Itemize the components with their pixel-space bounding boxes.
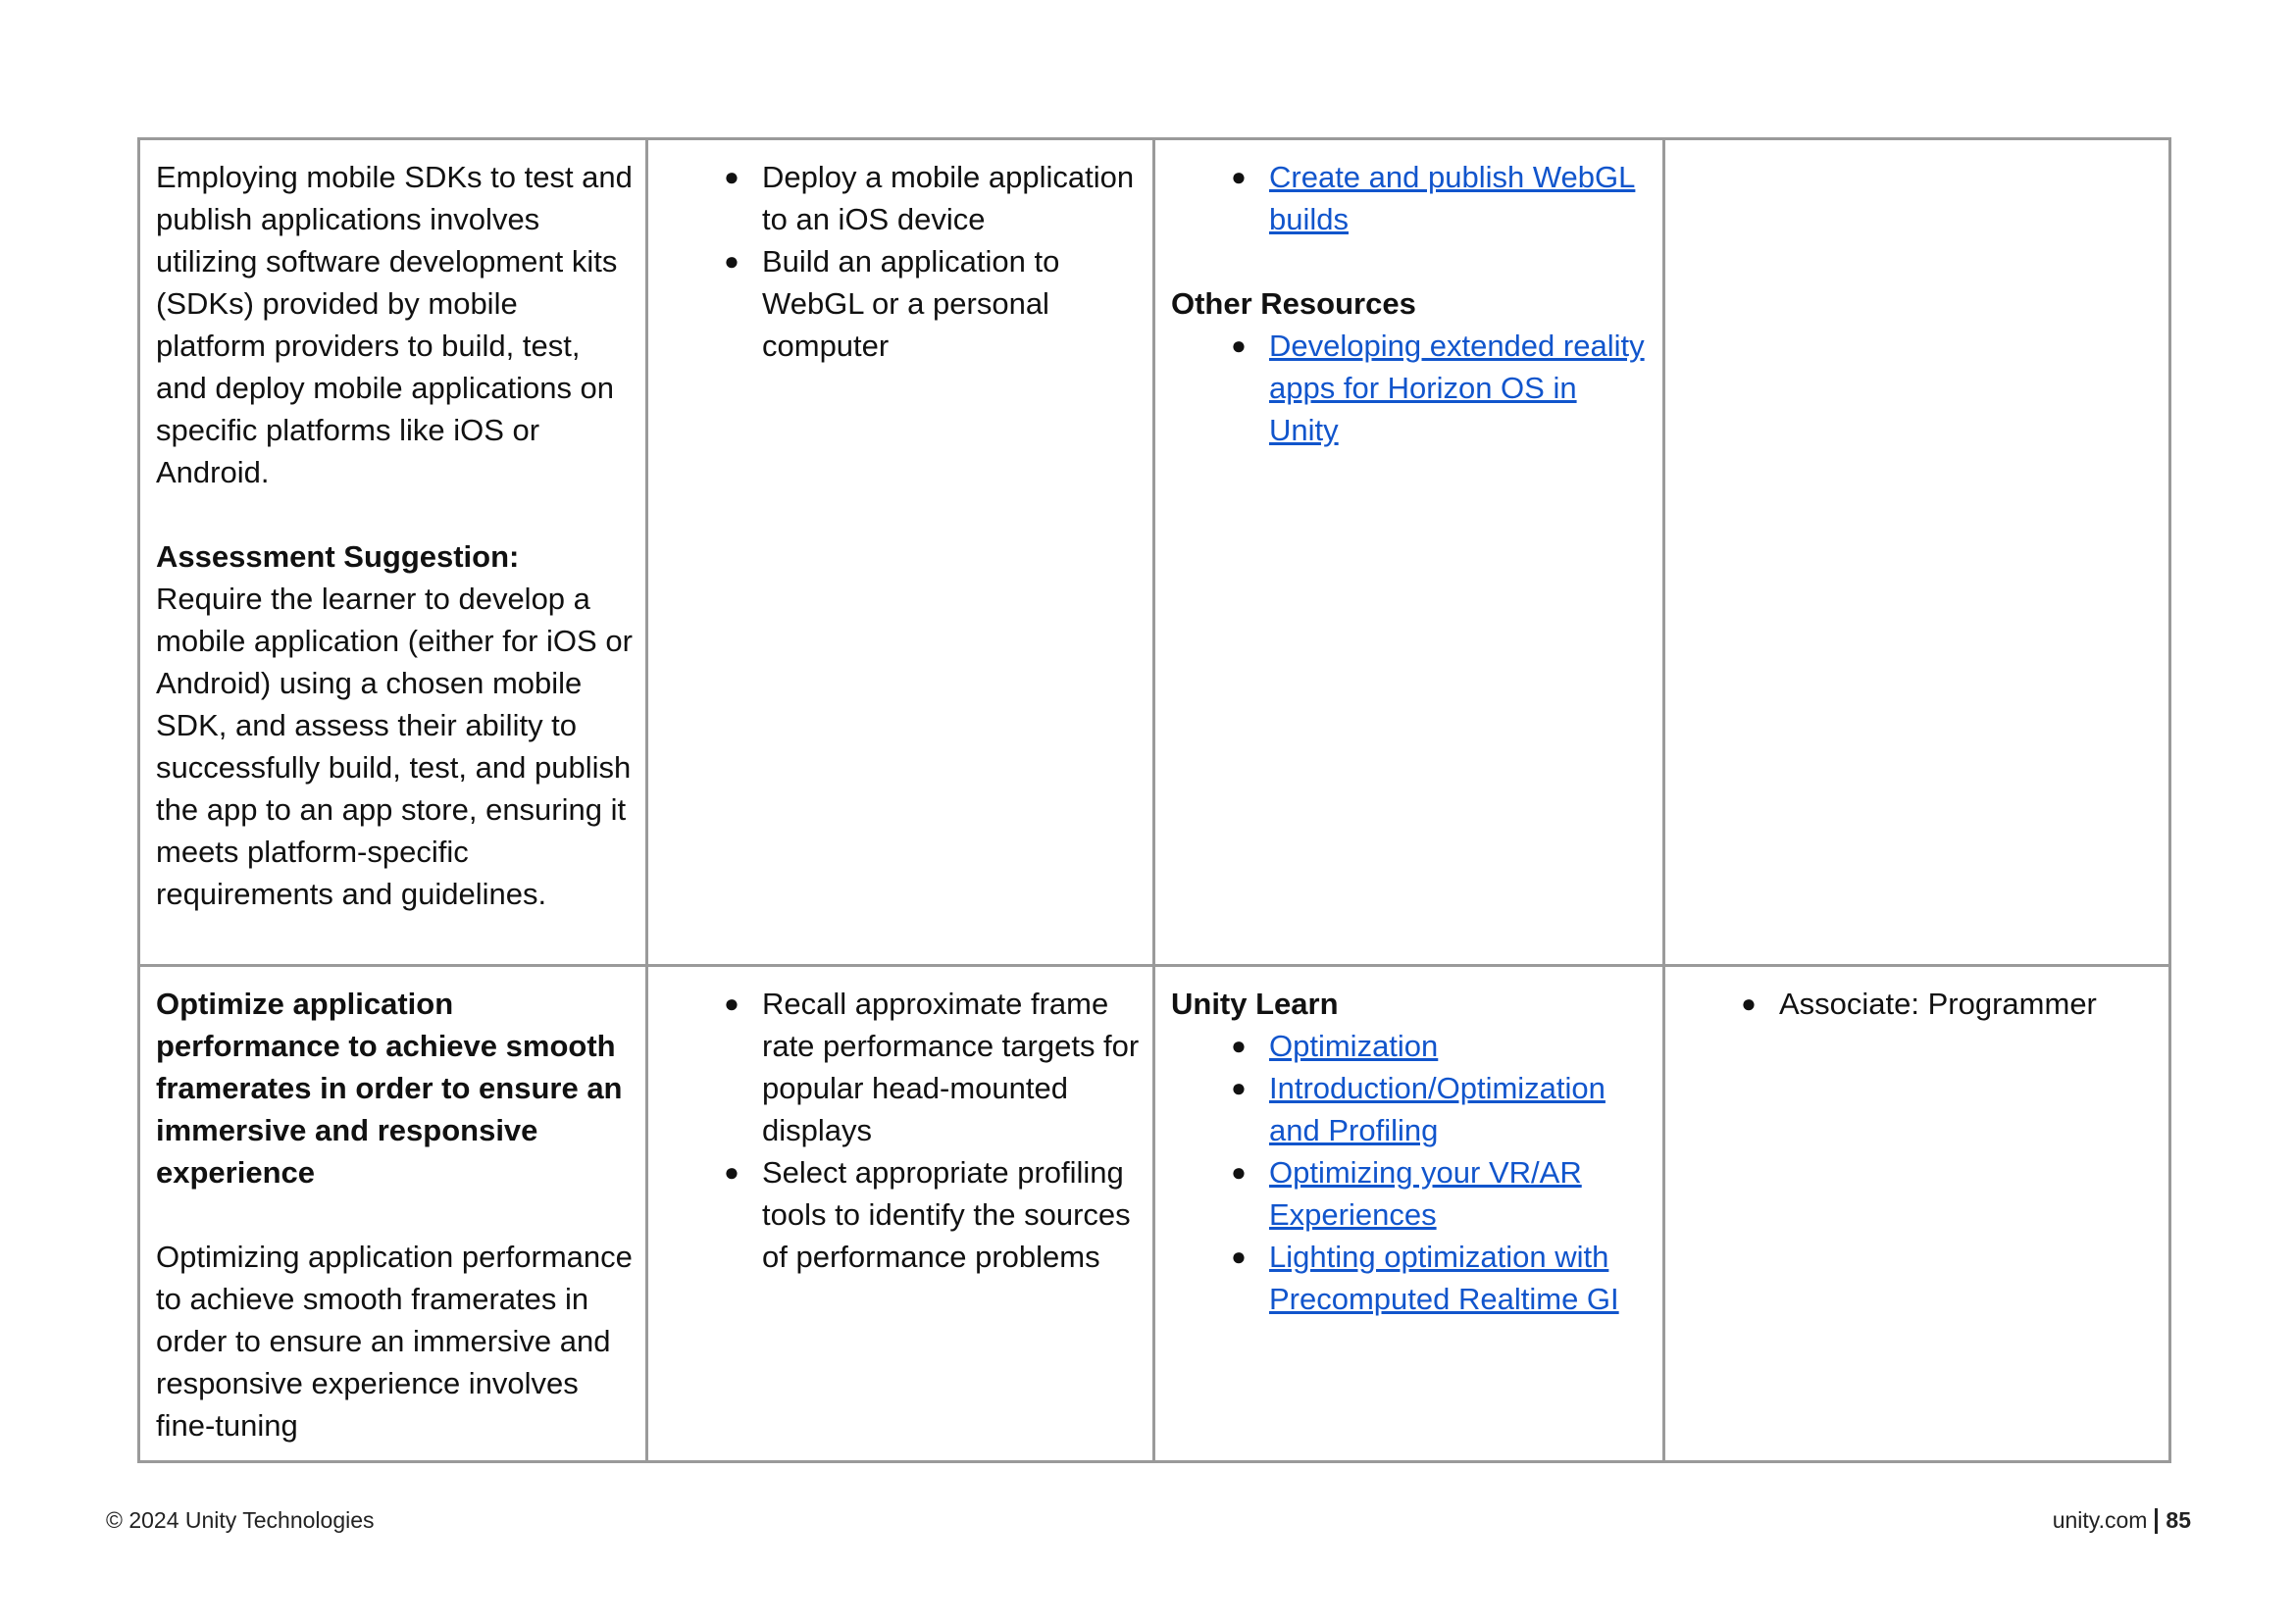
list-item (1171, 325, 1651, 451)
row2-certification-list (1681, 983, 2157, 1025)
assessment-text: Require the learner to develop a mobile application (either for iOS or Android) using a chosen mobile SDK, and assess their ability to successfully build, test, and publish the app to an app store, ensuring it meets platform-specific requirements and guidelines. (156, 582, 633, 911)
row2-skills-cell (648, 967, 1155, 1460)
unity-learn-heading: Unity Learn (1171, 987, 1339, 1021)
unity-learn-links (1171, 1025, 1651, 1320)
bullet-icon: ● (1231, 162, 1247, 191)
row2-certification-cell (1665, 967, 2168, 1460)
row1-skills-cell (648, 140, 1155, 967)
bullet-icon: ● (1231, 1031, 1247, 1060)
link-intro-optimization-profiling[interactable]: Introduction/Optimization and Profiling (1269, 1071, 1606, 1147)
row1-objective-cell (140, 140, 648, 967)
page-number: 85 (2166, 1507, 2191, 1533)
link-optimization[interactable]: Optimization (1269, 1029, 1439, 1063)
bullet-icon: ● (724, 1157, 739, 1187)
other-resources-heading: Other Resources (1171, 286, 1416, 321)
list-item: ● Recall approximate frame rate performance targets for popular head-mounted displays (664, 983, 1141, 1151)
list-item: ● Associate: Programmer (1681, 983, 2157, 1025)
list-item: ● Deploy a mobile application to an iOS device (664, 156, 1141, 240)
row2-skills-list (664, 983, 1141, 1278)
link-create-publish-webgl[interactable]: Create and publish WebGL builds (1269, 160, 1636, 236)
list-item (1171, 1025, 1651, 1067)
row1-description: Employing mobile SDKs to test and publish applications involves utilizing software development kits (SDKs) provided by mobile platform providers to build, test, and deploy mobile applications on specific platforms like iOS or Android. (156, 160, 633, 489)
row2-description: Optimizing application performance to achieve smooth framerates in order to ensure an immersive and responsive experience involves fine-tuning (156, 1240, 633, 1443)
other-resources-links (1171, 325, 1651, 451)
row2-title: Optimize application performance to achieve smooth framerates in order to ensure an immersive and responsive experience (156, 987, 623, 1190)
bullet-icon: ● (1231, 1157, 1247, 1187)
link-lighting-optimization[interactable]: Lighting optimization with Precomputed Realtime GI (1269, 1240, 1619, 1316)
row2-objective-cell (140, 967, 648, 1460)
footer-copyright: © 2024 Unity Technologies (106, 1507, 375, 1533)
row1-certification-cell (1665, 140, 2168, 967)
row1-resource-links (1171, 156, 1651, 240)
row1-resources-cell (1155, 140, 1665, 967)
bullet-icon: ● (1231, 330, 1247, 360)
footer-right (2053, 1507, 2191, 1534)
list-item: ● Build an application to WebGL or a personal computer (664, 240, 1141, 367)
footer-divider (2155, 1508, 2158, 1534)
link-optimizing-vr-ar[interactable]: Optimizing your VR/AR Experiences (1269, 1155, 1582, 1232)
bullet-icon: ● (1231, 1073, 1247, 1102)
bullet-icon: ● (724, 246, 739, 276)
list-item (1171, 1151, 1651, 1236)
bullet-icon: ● (1231, 1242, 1247, 1271)
list-item: ● Select appropriate profiling tools to identify the sources of performance problems (664, 1151, 1141, 1278)
link-horizon-os[interactable]: Developing extended reality apps for Horizon OS in Unity (1269, 329, 1645, 447)
bullet-icon: ● (724, 162, 739, 191)
bullet-icon: ● (724, 989, 739, 1018)
row2-resources-cell (1155, 967, 1665, 1460)
row1-skills-list (664, 156, 1141, 367)
footer-site-link[interactable]: unity.com (2052, 1507, 2148, 1533)
list-item (1171, 156, 1651, 240)
curriculum-table (137, 137, 2171, 1463)
assessment-heading: Assessment Suggestion: (156, 539, 520, 574)
list-item (1171, 1236, 1651, 1320)
list-item (1171, 1067, 1651, 1151)
bullet-icon: ● (1741, 989, 1757, 1018)
